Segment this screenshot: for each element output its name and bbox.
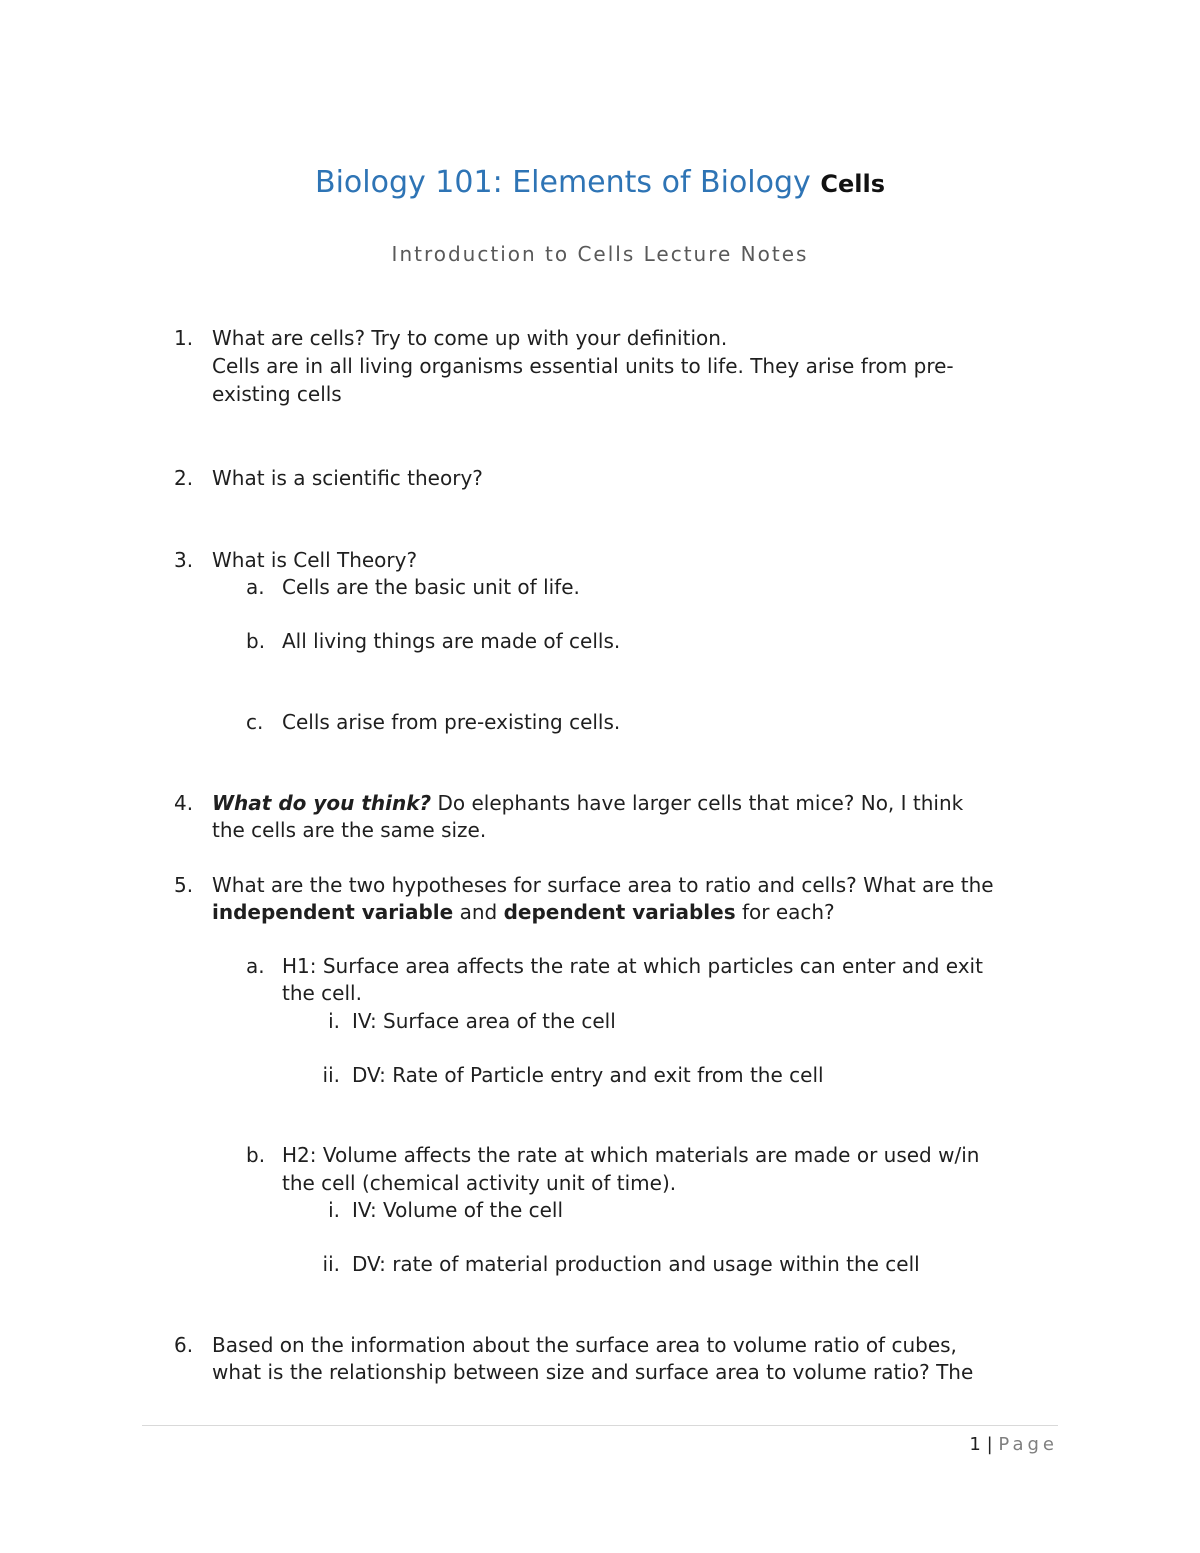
q4-question: [212, 789, 963, 817]
q5-h1-sub-i: IV: Surface area of the cell: [352, 1009, 616, 1033]
q5-h2-sub-ii: DV: rate of material production and usage within the cell: [352, 1252, 920, 1276]
q3-item-c: Cells arise from pre-existing cells.: [282, 710, 621, 734]
document-title: [0, 163, 1200, 204]
page-number: 1: [969, 1434, 981, 1455]
q2-number: 2.: [174, 466, 194, 490]
q3-item-a-marker: a.: [246, 575, 265, 599]
footer-divider: [142, 1425, 1058, 1426]
q3-question: What is Cell Theory?: [212, 548, 418, 572]
q5-h1-line2: the cell.: [282, 981, 362, 1005]
q5-dependent-variables: dependent variables: [503, 900, 736, 924]
q4-line2: the cells are the same size.: [212, 818, 487, 842]
course-title: Biology 101: Elements of Biology: [315, 165, 811, 200]
q5-independent-variable: independent variable: [212, 900, 454, 924]
q6-line2: what is the relationship between size and surface area to volume ratio? The: [212, 1360, 974, 1384]
q5-h1-marker: a.: [246, 954, 265, 978]
q5-h2-marker: b.: [246, 1143, 266, 1167]
q3-item-c-marker: c.: [246, 710, 264, 734]
q5-h2-sub-i-marker: i.: [328, 1198, 340, 1222]
q5-h2-line1: H2: Volume affects the rate at which materials are made or used w/in: [282, 1143, 980, 1167]
q6-number: 6.: [174, 1333, 194, 1357]
q5-line1: What are the two hypotheses for surface area to ratio and cells? What are the: [212, 873, 994, 897]
q3-item-b: All living things are made of cells.: [282, 629, 621, 653]
q5-h2-sub-ii-marker: ii.: [322, 1252, 340, 1276]
q5-h1-sub-ii-marker: ii.: [322, 1063, 340, 1087]
q1-answer-line2: existing cells: [212, 382, 342, 406]
q3-item-a: Cells are the basic unit of life.: [282, 575, 580, 599]
q5-line2: [212, 898, 835, 926]
page-label: Page: [998, 1434, 1058, 1455]
q4-emphasis: What do you think?: [212, 791, 432, 815]
q5-for-each: for each?: [735, 900, 835, 924]
q3-item-b-marker: b.: [246, 629, 266, 653]
q4-number: 4.: [174, 791, 194, 815]
q1-question: What are cells? Try to come up with your definition.: [212, 326, 728, 350]
q5-h2-line2: the cell (chemical activity unit of time).: [282, 1171, 677, 1195]
q5-number: 5.: [174, 873, 194, 897]
unit-title: Cells: [820, 170, 885, 198]
q6-line1: Based on the information about the surface area to volume ratio of cubes,: [212, 1333, 957, 1357]
q5-h1-line1: H1: Surface area affects the rate at which particles can enter and exit: [282, 954, 983, 978]
footer-separator: |: [986, 1434, 993, 1455]
page-footer: [969, 1432, 1058, 1458]
q2-question: What is a scientific theory?: [212, 466, 483, 490]
q5-h1-sub-ii: DV: Rate of Particle entry and exit from the cell: [352, 1063, 824, 1087]
q5-h2-sub-i: IV: Volume of the cell: [352, 1198, 564, 1222]
q3-number: 3.: [174, 548, 194, 572]
q4-question-rest: Do elephants have larger cells that mice? No, I think: [431, 791, 964, 815]
q5-and: and: [453, 900, 504, 924]
document-subtitle: Introduction to Cells Lecture Notes: [391, 242, 809, 266]
q5-h1-sub-i-marker: i.: [328, 1009, 340, 1033]
q1-answer-line1: Cells are in all living organisms essential units to life. They arise from pre-: [212, 354, 954, 378]
q1-number: 1.: [174, 326, 194, 350]
